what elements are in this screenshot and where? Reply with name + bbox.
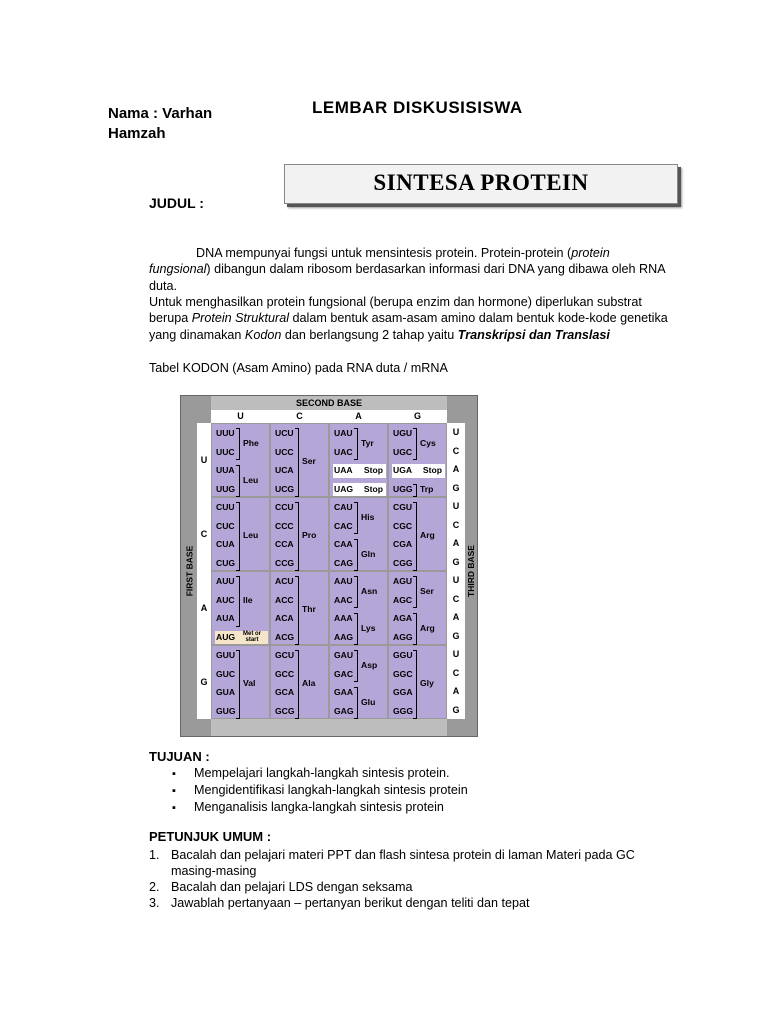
third-base-C: C [447,442,465,461]
codon: AAG [334,631,354,642]
codon: UCA [275,465,294,475]
list-text: Jawablah pertanyaan – pertanyan berikut dengan teliti dan tepat [171,896,530,910]
second-base-header: SECOND BASE [211,396,447,410]
third-base-U: U [447,571,465,590]
codon: AAC [334,594,353,605]
list-item [149,879,679,895]
p2-text-f: Transkripsi dan Translasi [457,327,610,342]
list-number: 2. [149,880,160,894]
codon-cell [388,423,447,497]
third-base-A: A [447,534,465,553]
codon: CCG [275,557,295,568]
intro-paragraph-1 [149,245,669,294]
table-caption: Tabel KODON (Asam Amino) pada RNA duta / mRNA [149,361,448,375]
third-base-C: C [447,664,465,683]
codon: GUU [216,650,236,660]
first-base-text: FIRST BASE [184,545,194,597]
codon: AUG [216,631,236,642]
amino-acid: Ser [302,456,316,466]
third-base-C: C [447,590,465,609]
amino-acid: Tyr [361,437,374,448]
amino-acid: Ile [243,594,253,605]
codon: UUU [216,428,235,438]
bracket [236,428,240,460]
codon: ACU [275,576,294,586]
third-base-label [465,423,477,719]
third-base-A: A [447,608,465,627]
first-base-C: C [197,497,211,571]
amino-acid: Stop [422,465,442,475]
codon-cell [211,571,270,645]
codon-cell [211,497,270,571]
codon: GCU [275,650,295,660]
bracket [236,502,240,571]
amino-acid: Ser [420,585,434,596]
tujuan-list [172,765,468,816]
codon-cell [388,645,447,719]
codon: AUA [216,613,235,623]
codon: GAC [334,668,354,679]
bracket [295,428,299,497]
petunjuk-heading: PETUNJUK UMUM : [149,829,272,844]
codon-table [180,395,478,737]
p1-text-c: ) dibangun dalam ribosom berdasarkan informasi dari DNA yang dibawa oleh RNA duta. [149,262,665,293]
third-base-A: A [447,460,465,479]
student-name-line2: Hamzah [108,125,166,142]
codon: CAA [334,539,353,549]
third-base-G: G [447,701,465,720]
codon: CCC [275,520,294,531]
bracket [354,502,358,534]
first-base-U: U [197,423,211,497]
codon: GUC [216,668,236,679]
amino-acid: Arg [420,622,435,633]
list-number: 3. [149,896,160,910]
codon: CGC [393,520,413,531]
codon: CGA [393,539,413,549]
codon: GAA [334,687,354,697]
codon: UAC [334,446,353,457]
tujuan-heading: TUJUAN : [149,749,210,764]
amino-acid: Asp [361,659,378,670]
first-base-G: G [197,645,211,719]
sheet-title: LEMBAR DISKUSISISWA [312,98,523,117]
codon: CCA [275,539,294,549]
bracket [295,502,299,571]
codon: UGC [393,446,413,457]
student-name-line1: Nama : Varhan [108,105,213,122]
third-base-G: G [447,627,465,646]
list-number: 1. [149,848,160,862]
list-item: ▪ Mengidentifikasi langkah-langkah sintesis protein [172,782,468,799]
banner-text: SINTESA PROTEIN [373,170,589,195]
bracket [354,613,358,645]
p2-text-e: dan berlangsung 2 tahap yaitu [281,327,458,342]
codon: UGU [393,428,413,438]
codon: GGU [393,650,413,660]
codon: AGU [393,576,413,586]
third-base-A: A [447,682,465,701]
list-text: Bacalah dan pelajari materi PPT dan flash sintesa protein di laman Materi pada GC masing-masing [171,848,635,878]
amino-acid: Gly [420,678,434,688]
codon: ACA [275,613,294,623]
petunjuk-list [149,847,679,911]
codon: UGG [393,483,413,494]
bracket [236,650,240,719]
codon-cell [270,645,329,719]
codon: AUU [216,576,235,586]
codon-cell [388,497,447,571]
codon: CCU [275,502,294,512]
codon-cell [329,645,388,719]
codon: GCC [275,668,295,679]
codon: UAU [334,428,353,438]
codon-cell [329,497,388,571]
codon: GGC [393,668,413,679]
amino-acid: Asn [361,585,378,596]
codon: GGG [393,705,414,716]
codon-cell [388,571,447,645]
codon: ACC [275,594,294,605]
bracket [354,576,358,608]
codon: UAA [334,465,353,475]
p2-text-c: dalam bentuk asam-asam amino dalam bentuk kode-kode genetika yang dinamakan [149,311,668,342]
p2-text-b: Protein Struktural [191,311,290,326]
codon: AUC [216,594,235,605]
amino-acid: Pro [302,530,317,540]
second-base-C: C [270,410,329,423]
third-base-G: G [447,553,465,572]
codon: AAA [334,613,353,623]
amino-acid: Ala [302,678,316,688]
list-item: ▪ Menganalisis langka-langkah sintesis protein [172,799,468,816]
amino-acid: Leu [243,474,259,485]
amino-acid: Thr [302,604,316,614]
codon: CAG [334,557,354,568]
codon-cell [270,571,329,645]
bracket [413,428,417,460]
codon: GUA [216,687,236,697]
amino-acid: Met or start [243,630,261,643]
bracket [295,650,299,719]
amino-acid: Arg [420,530,435,540]
p1-text-a: DNA mempunyai fungsi untuk mensintesis protein. Protein-protein ( [196,246,572,260]
list-item [149,847,679,879]
codon: AGG [393,631,413,642]
codon-cell [329,571,388,645]
codon: GGA [393,687,413,697]
amino-acid: Lys [361,622,376,633]
bracket [354,539,358,571]
codon: GUG [216,705,236,716]
bracket [236,576,240,627]
amino-acid: Stop [363,483,383,494]
third-base-C: C [447,516,465,535]
codon-cell [329,423,388,497]
codon: UCG [275,483,295,494]
amino-acid: Trp [420,483,434,494]
codon: UCU [275,428,294,438]
codon: AGA [393,613,413,623]
codon: CAU [334,502,353,512]
bracket [413,502,417,571]
codon-cell [270,423,329,497]
list-item [149,895,679,911]
codon: AGC [393,594,413,605]
table-footer [211,719,447,736]
student-name [108,104,258,144]
codon: AAU [334,576,353,586]
codon: UUC [216,446,235,457]
codon: GAG [334,705,354,716]
third-base-U: U [447,423,465,442]
codon: UGA [393,465,413,475]
first-base-label [181,423,197,719]
codon: GCA [275,687,295,697]
list-text: Bacalah dan pelajari LDS dengan seksama [171,880,413,894]
codon: UCC [275,446,294,457]
codon: CGU [393,502,413,512]
amino-acid: Gln [361,548,376,559]
list-item: ▪ Mempelajari langkah-langkah sintesis protein. [172,765,468,782]
bracket [354,650,358,682]
bracket [413,650,417,719]
codon: ACG [275,631,295,642]
amino-acid: Val [243,678,256,688]
codon: CAC [334,520,353,531]
bracket [354,687,358,719]
second-base-U: U [211,410,270,423]
p2-text-a: Untuk menghasilkan protein fungsional (berupa enzim dan hormone) diperlukan substrat berupa [149,295,642,326]
first-base-A: A [197,571,211,645]
codon-cell [270,497,329,571]
third-base-U: U [447,645,465,664]
codon: CUG [216,557,236,568]
p2-text-d: Kodon [244,327,282,342]
bracket [413,613,417,645]
second-base-G: G [388,410,447,423]
bracket [413,484,417,498]
bracket [354,428,358,460]
codon: UAG [334,483,354,494]
codon: CUC [216,520,235,531]
codon: CUA [216,539,235,549]
amino-acid: Cys [420,437,436,448]
codon: UUA [216,465,235,475]
third-base-U: U [447,497,465,516]
amino-acid: Glu [361,696,376,707]
codon-cell [211,423,270,497]
codon-cell [211,645,270,719]
amino-acid: His [361,511,375,522]
codon: GAU [334,650,354,660]
title-banner [284,164,678,204]
third-base-G: G [447,479,465,498]
intro-paragraph-2 [149,294,669,343]
p1-text-b: protein fungsional [149,246,610,277]
codon: CUU [216,502,235,512]
codon: UUG [216,483,236,494]
second-base-A: A [329,410,388,423]
codon: CGG [393,557,413,568]
bracket [413,576,417,608]
bracket [236,465,240,497]
amino-acid: Stop [363,465,383,475]
third-base-text: THIRD BASE [466,545,477,597]
amino-acid: Leu [243,530,259,540]
bracket [295,576,299,645]
amino-acid: Phe [243,437,259,448]
judul-label: JUDUL : [149,195,204,211]
codon: GCG [275,705,295,716]
